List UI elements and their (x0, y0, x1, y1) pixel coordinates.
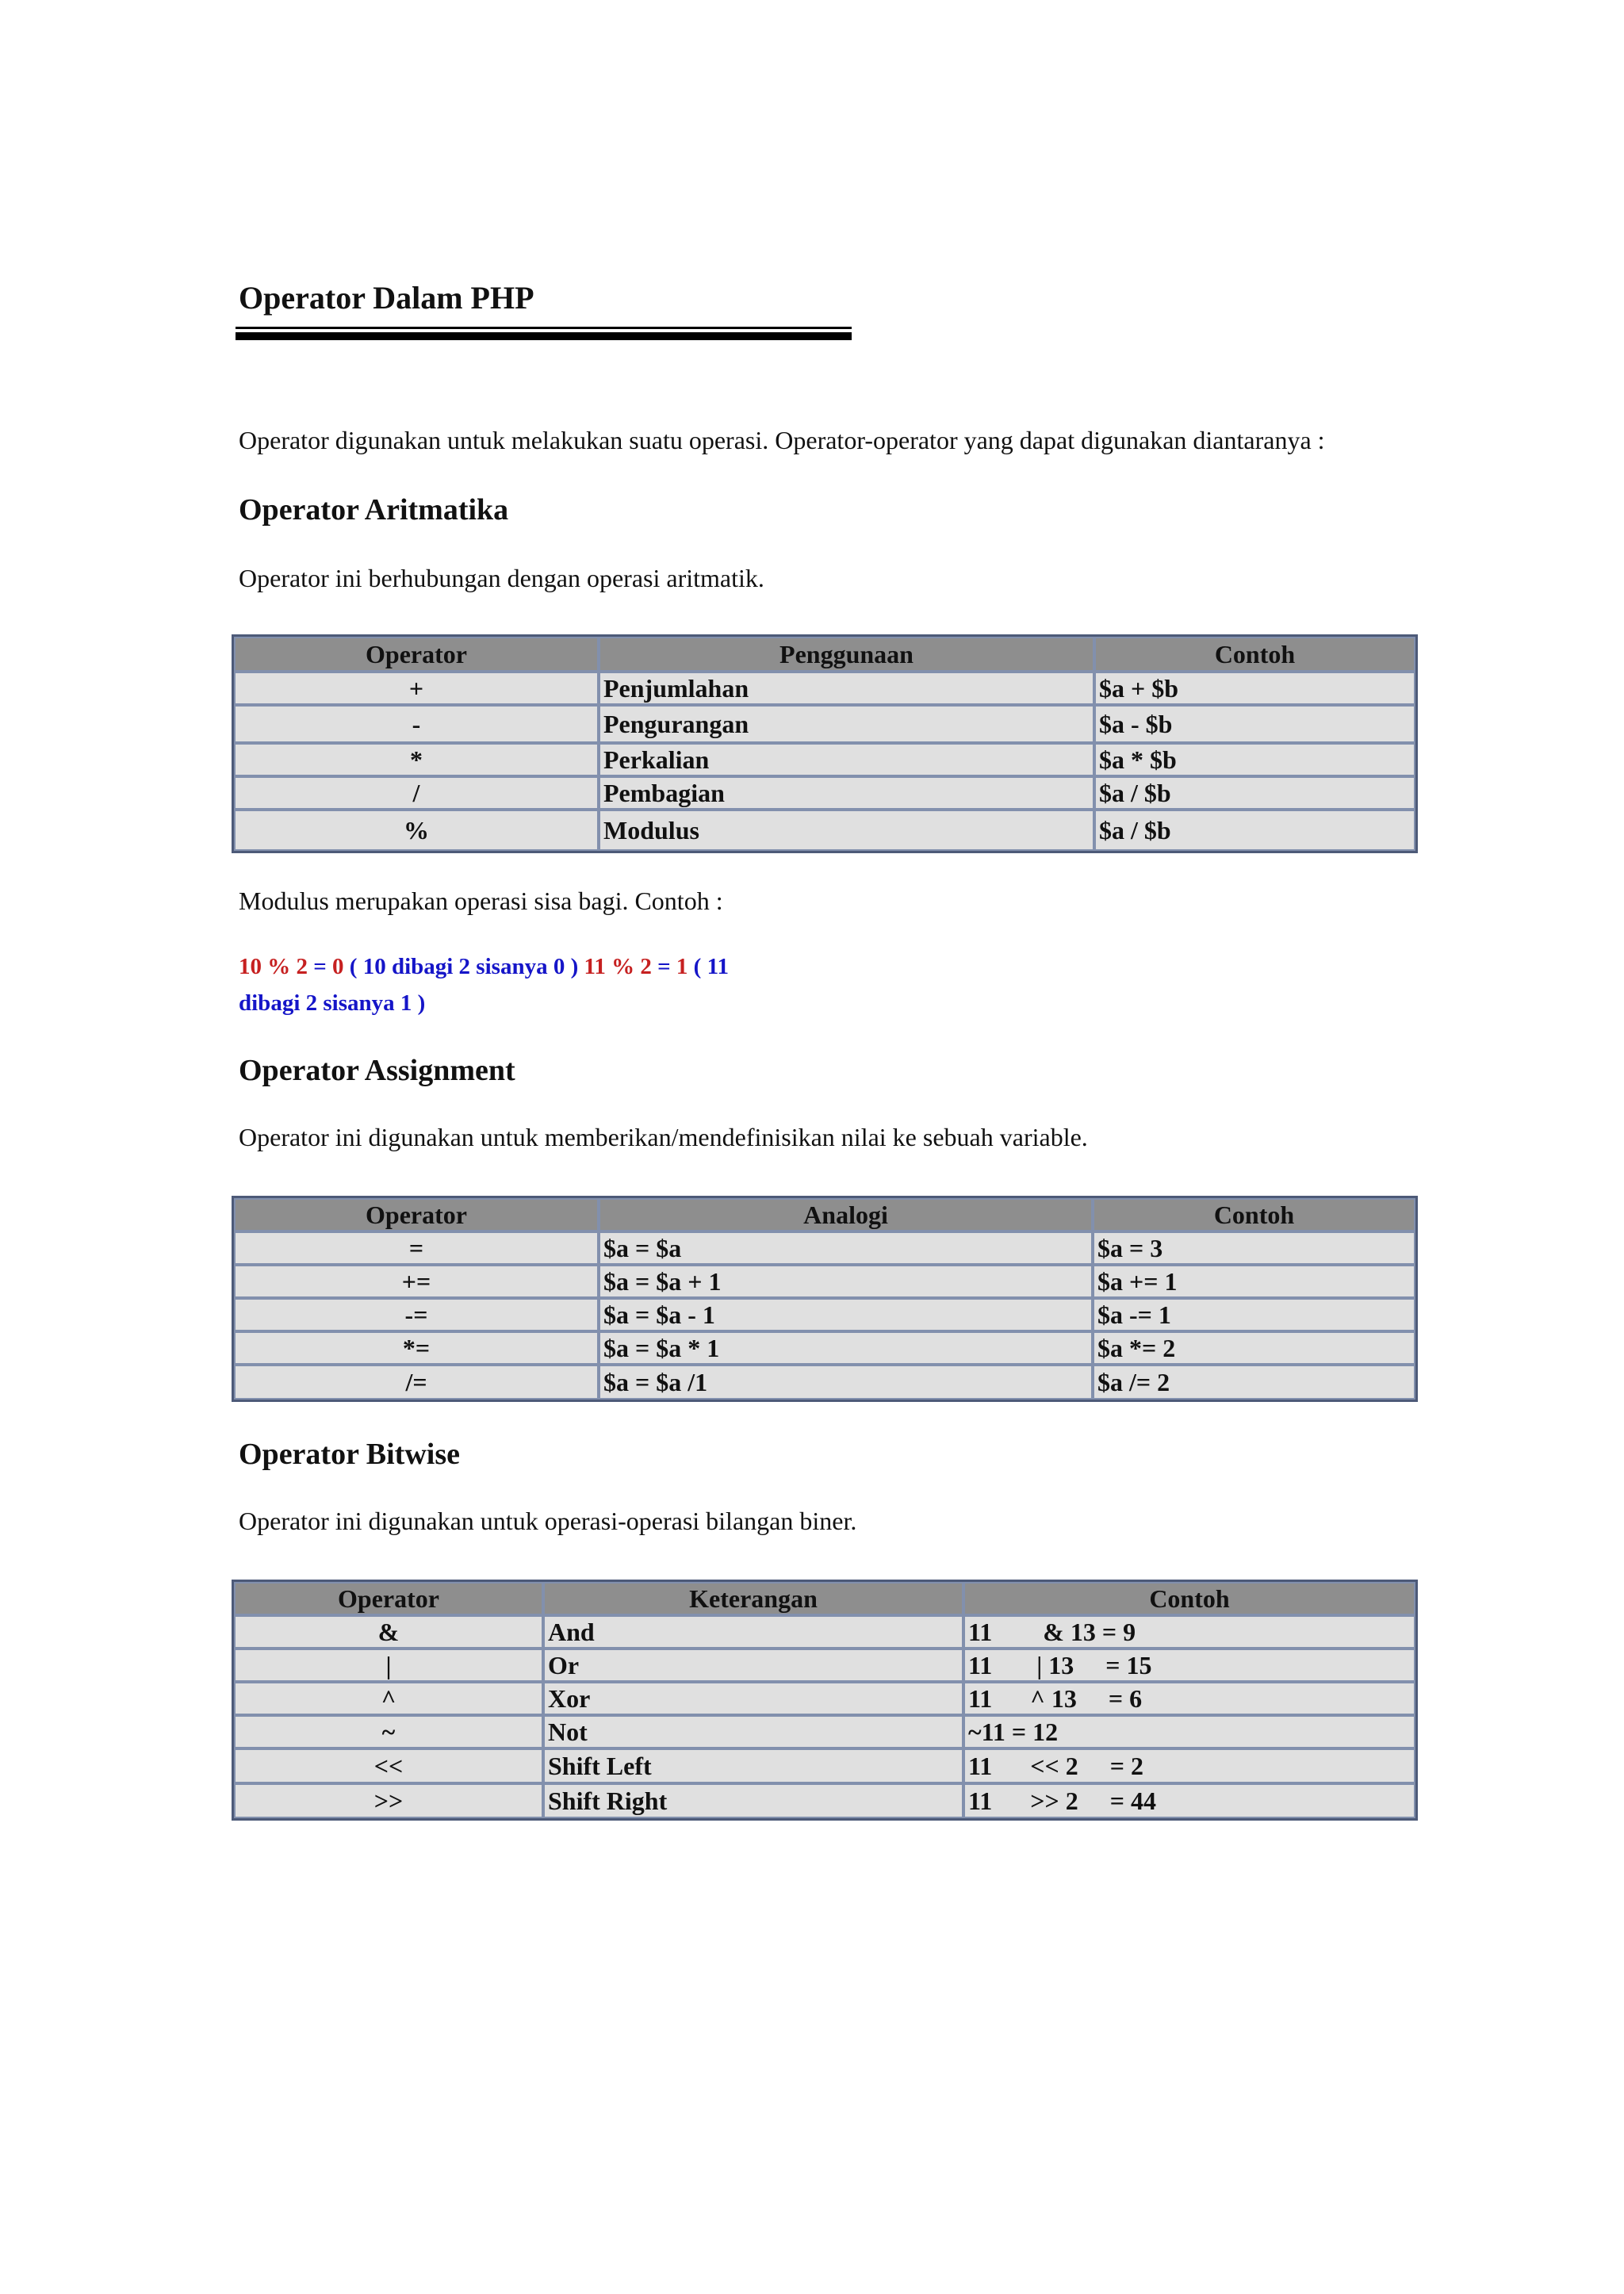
cell-operator: ^ (234, 1682, 543, 1715)
cell-keterangan: Shift Right (543, 1783, 963, 1818)
cell-operator: - (234, 705, 599, 743)
cell-analogi: $a = $a - 1 (599, 1298, 1093, 1331)
table-row (234, 810, 1415, 851)
desc-assignment: Operator ini digunakan untuk memberikan/mendefinisikan nilai ke sebuah variable. (239, 1123, 1088, 1151)
cell-analogi: $a = $a + 1 (599, 1265, 1093, 1298)
cell-operator: = (234, 1231, 599, 1265)
col-header-operator: Operator (234, 637, 599, 672)
cell-operator: % (234, 810, 599, 851)
table-row (234, 1265, 1415, 1298)
cell-contoh: $a += 1 (1093, 1265, 1415, 1298)
table-aritmatika (232, 634, 1418, 853)
table-row (234, 1682, 1415, 1715)
table-row (234, 1748, 1415, 1783)
cell-contoh: 11 << 2 = 2 (963, 1748, 1415, 1783)
cell-operator: / (234, 776, 599, 810)
table-header-row (234, 1198, 1415, 1231)
cell-penggunaan: Penjumlahan (599, 672, 1094, 705)
cell-keterangan: Not (543, 1715, 963, 1748)
cell-operator: ~ (234, 1715, 543, 1748)
col-header-penggunaan: Penggunaan (599, 637, 1094, 672)
cell-operator: << (234, 1748, 543, 1783)
col-header-operator: Operator (234, 1198, 599, 1231)
cell-contoh: $a + $b (1094, 672, 1415, 705)
table-header-row (234, 1582, 1415, 1615)
col-header-keterangan: Keterangan (543, 1582, 963, 1615)
table-row (234, 1365, 1415, 1400)
cell-operator: += (234, 1265, 599, 1298)
title-underline (236, 327, 852, 340)
table-row (234, 1783, 1415, 1818)
example-operator: % (267, 954, 291, 979)
cell-contoh: $a *= 2 (1093, 1331, 1415, 1365)
example-result: 1 (676, 954, 688, 979)
col-header-contoh: Contoh (1093, 1198, 1415, 1231)
cell-operator: + (234, 672, 599, 705)
desc-bitwise: Operator ini digunakan untuk operasi-operasi bilangan biner. (239, 1507, 857, 1535)
cell-operator: *= (234, 1331, 599, 1365)
heading-aritmatika: Operator Aritmatika (239, 493, 509, 527)
cell-penggunaan: Modulus (599, 810, 1094, 851)
cell-keterangan: And (543, 1615, 963, 1649)
heading-bitwise: Operator Bitwise (239, 1438, 460, 1471)
example-number: 2 (296, 954, 308, 979)
example-number: 10 (239, 954, 262, 979)
cell-operator: >> (234, 1783, 543, 1818)
cell-contoh: $a /= 2 (1093, 1365, 1415, 1400)
table-row (234, 672, 1415, 705)
cell-contoh: 11 >> 2 = 44 (963, 1783, 1415, 1818)
cell-contoh: $a * $b (1094, 743, 1415, 776)
cell-operator: -= (234, 1298, 599, 1331)
example-explanation: ( 10 dibagi 2 sisanya 0 ) (349, 954, 579, 979)
col-header-contoh: Contoh (963, 1582, 1415, 1615)
col-header-analogi: Analogi (599, 1198, 1093, 1231)
example-number: 11 (584, 954, 606, 979)
table-row (234, 743, 1415, 776)
cell-penggunaan: Pembagian (599, 776, 1094, 810)
table-row (234, 776, 1415, 810)
example-explanation: ( 11 dibagi 2 sisanya 1 ) (239, 954, 729, 1016)
heading-assignment: Operator Assignment (239, 1054, 515, 1087)
modulus-note: Modulus merupakan operasi sisa bagi. Contoh : (239, 887, 723, 915)
example-operator: % (611, 954, 635, 979)
cell-contoh: $a -= 1 (1093, 1298, 1415, 1331)
cell-contoh: 11 ^ 13 = 6 (963, 1682, 1415, 1715)
cell-contoh: 11 | 13 = 15 (963, 1649, 1415, 1682)
table-row (234, 1231, 1415, 1265)
col-header-contoh: Contoh (1094, 637, 1415, 672)
example-number: 2 (640, 954, 652, 979)
table-header-row (234, 637, 1415, 672)
table-row (234, 1298, 1415, 1331)
table-assignment (232, 1196, 1418, 1402)
intro-paragraph: Operator digunakan untuk melakukan suatu operasi. Operator-operator yang dapat digunakan diantaranya : (239, 426, 1325, 454)
cell-penggunaan: Perkalian (599, 743, 1094, 776)
cell-operator: * (234, 743, 599, 776)
cell-operator: /= (234, 1365, 599, 1400)
example-equals: = (657, 954, 671, 979)
table-bitwise (232, 1580, 1418, 1821)
cell-contoh: 11 & 13 = 9 (963, 1615, 1415, 1649)
example-equals: = (313, 954, 327, 979)
table-row (234, 1715, 1415, 1748)
cell-contoh: $a = 3 (1093, 1231, 1415, 1265)
table-row (234, 1615, 1415, 1649)
col-header-operator: Operator (234, 1582, 543, 1615)
cell-analogi: $a = $a /1 (599, 1365, 1093, 1400)
cell-contoh: ~11 = 12 (963, 1715, 1415, 1748)
cell-keterangan: Or (543, 1649, 963, 1682)
cell-penggunaan: Pengurangan (599, 705, 1094, 743)
cell-analogi: $a = $a (599, 1231, 1093, 1265)
table-row (234, 1331, 1415, 1365)
example-result: 0 (332, 954, 344, 979)
table-row (234, 1649, 1415, 1682)
cell-analogi: $a = $a * 1 (599, 1331, 1093, 1365)
cell-contoh: $a / $b (1094, 810, 1415, 851)
cell-contoh: $a - $b (1094, 705, 1415, 743)
modulus-example (239, 948, 778, 1021)
cell-keterangan: Shift Left (543, 1748, 963, 1783)
cell-operator: | (234, 1649, 543, 1682)
cell-keterangan: Xor (543, 1682, 963, 1715)
desc-aritmatika: Operator ini berhubungan dengan operasi aritmatik. (239, 564, 764, 592)
table-row (234, 705, 1415, 743)
cell-contoh: $a / $b (1094, 776, 1415, 810)
page-title: Operator Dalam PHP (239, 280, 534, 316)
cell-operator: & (234, 1615, 543, 1649)
